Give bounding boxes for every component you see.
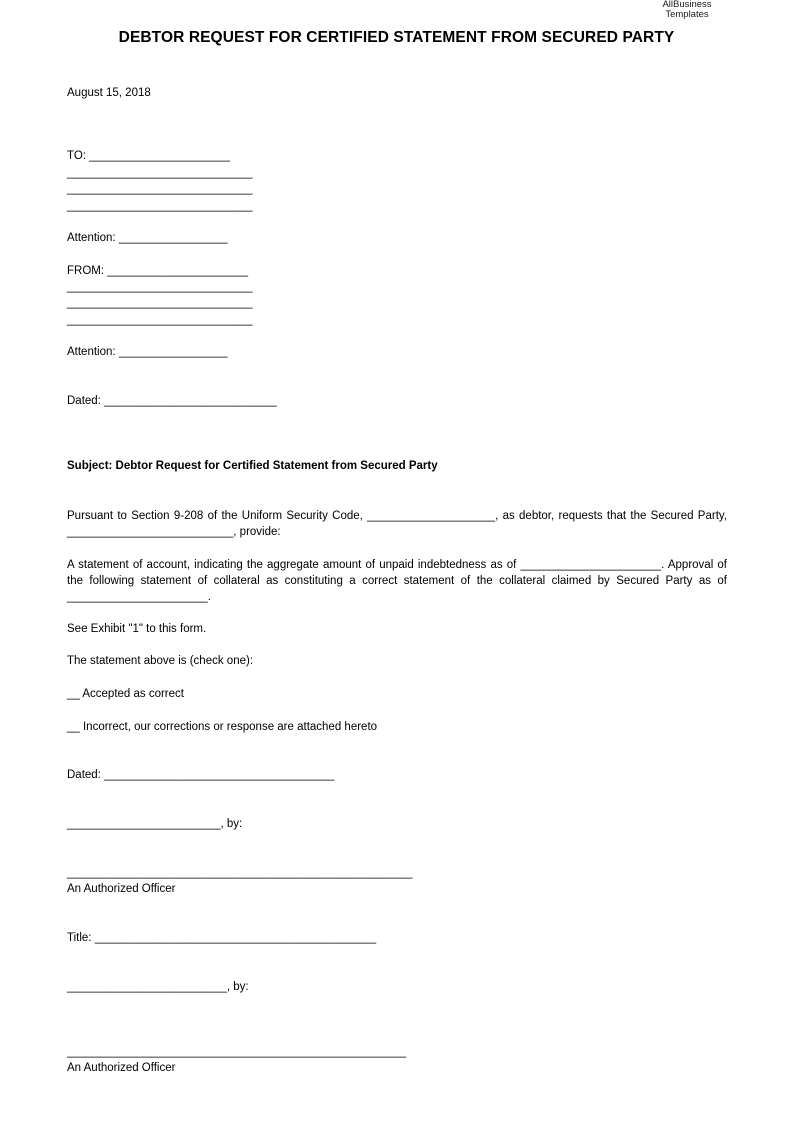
from-blank: ______________________ [107, 265, 248, 277]
to-line-3: _____________________________ [67, 183, 253, 195]
signature-party-2: _________________________, by: [67, 981, 249, 993]
to-blank: ______________________ [89, 150, 230, 162]
to-line-1 [67, 149, 230, 163]
attention-from: Attention: _________________ [67, 346, 228, 358]
exhibit-note: See Exhibit "1" to this form. [67, 623, 207, 635]
attention-to: Attention: _________________ [67, 232, 228, 244]
option-incorrect: __ Incorrect, our corrections or response are attached hereto [67, 721, 378, 733]
statement-paragraph: A statement of account, indicating the aggregate amount of unpaid indebtedness as of ______________________. Approval of the following statement of collateral as constituting a correct statement of the collateral claimed by Secured Party as of ______________________. [67, 559, 727, 603]
from-line-4: _____________________________ [67, 314, 253, 326]
option-accepted: __ Accepted as correct [67, 688, 184, 700]
signature-party-1: ________________________, by: [67, 818, 243, 830]
to-line-2: _____________________________ [67, 167, 253, 179]
authorized-officer-1: An Authorized Officer [67, 883, 176, 895]
document-title: DEBTOR REQUEST FOR CERTIFIED STATEMENT FROM SECURED PARTY [118, 29, 675, 46]
authorized-officer-2: An Authorized Officer [67, 1062, 176, 1074]
subject-line: Subject: Debtor Request for Certified Statement from Secured Party [67, 460, 438, 472]
dated-field: Dated: ___________________________ [67, 395, 277, 407]
from-line-3: _____________________________ [67, 297, 253, 309]
from-line-2: _____________________________ [67, 281, 253, 293]
dated-signature-field: Dated: ____________________________________ [67, 769, 335, 781]
brand-line-1: AllBusiness [662, 0, 712, 10]
letter-date: August 15, 2018 [67, 87, 151, 99]
brand-line-2: Templates [665, 9, 709, 20]
check-prompt: The statement above is (check one): [67, 655, 254, 667]
to-line-4: _____________________________ [67, 200, 253, 212]
from-line-1 [67, 264, 248, 278]
title-field: Title: ____________________________________________ [67, 932, 377, 944]
signature-line-2: _____________________________________________________ [67, 1046, 406, 1058]
signature-line-1: ______________________________________________________ [67, 867, 413, 879]
brand-logo [655, 0, 719, 20]
from-label: FROM: [67, 265, 105, 277]
to-label: TO: [67, 150, 86, 162]
request-paragraph: Pursuant to Section 9-208 of the Uniform Security Code, ____________________, as debtor, requests that the Secured Party, __________________________, provide: [67, 510, 727, 538]
